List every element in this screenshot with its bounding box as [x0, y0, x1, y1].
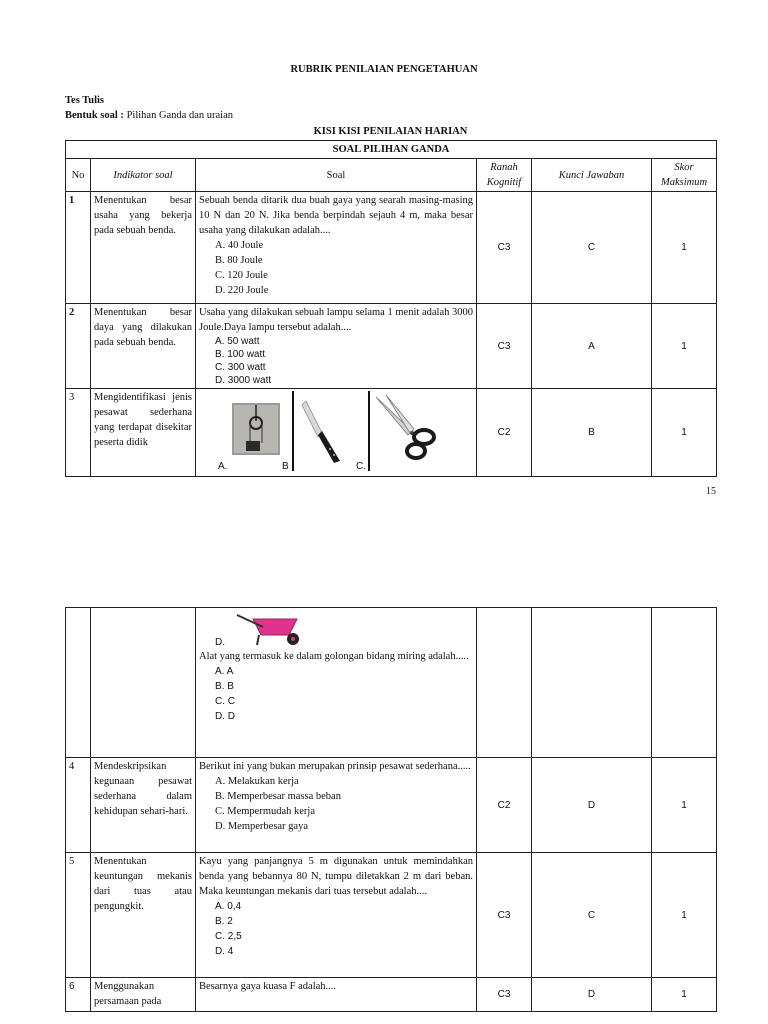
row-number: [66, 608, 91, 758]
ranah-cell: [477, 608, 532, 758]
col-ranah: [477, 159, 532, 192]
kunci-cell: C: [532, 853, 652, 978]
image-label-c: C.: [356, 461, 366, 472]
indikator-cell: [91, 608, 196, 758]
question-text: Kayu yang panjangnya 5 m digunakan untuk memindahkan benda yang bebannya 80 N, tumpu diletakkan 2 m dari beban. Maka keuntungan mekanis dari tuas tersebut adalah....: [199, 856, 473, 897]
test-type: [65, 95, 104, 106]
indikator-cell: Menggunakan persamaan pada: [91, 978, 196, 1012]
image-divider: [368, 391, 370, 471]
indikator-cell: Mendeskripsikan kegunaan pesawat sederhana dalam kehidupan sehari-hari.: [91, 758, 196, 853]
option-c: C. C: [215, 696, 235, 707]
option-a: A. 50 watt: [215, 336, 260, 347]
table-row: [66, 608, 717, 758]
question-form: [65, 110, 233, 121]
wheelbarrow-image: [235, 613, 307, 647]
question-cell: [196, 978, 477, 1012]
option-c: C. 300 watt: [215, 362, 266, 373]
scissors-image: [372, 393, 442, 463]
question-cell: [196, 758, 477, 853]
skor-cell: 1: [652, 853, 717, 978]
image-divider: [292, 391, 294, 471]
ranah-cell: C3: [477, 192, 532, 304]
ranah-cell: C2: [477, 758, 532, 853]
col-indikator: Indikator soal: [91, 159, 196, 192]
row-number: 1: [66, 192, 91, 304]
page-number: 15: [706, 486, 716, 497]
skor-cell: 1: [652, 758, 717, 853]
tool-images: [196, 389, 476, 473]
table-row: [66, 978, 717, 1012]
question-cell: [196, 192, 477, 304]
table-row: [66, 304, 717, 389]
ranah-cell: C3: [477, 978, 532, 1012]
skor-cell: [652, 608, 717, 758]
col-skor-1: Skor: [674, 162, 694, 173]
skor-cell: 1: [652, 389, 717, 477]
kunci-cell: A: [532, 304, 652, 389]
col-kunci: Kunci Jawaban: [532, 159, 652, 192]
question-cell: [196, 389, 477, 477]
option-c: C. 120 Joule: [215, 270, 268, 281]
option-b: B. 100 watt: [215, 349, 266, 360]
image-label-b: B: [282, 461, 289, 472]
option-a: A. 40 Joule: [215, 240, 264, 251]
table-row: [66, 758, 717, 853]
kunci-cell: C: [532, 192, 652, 304]
kisi-title: KISI KISI PENILAIAN HARIAN: [313, 126, 468, 137]
section-title: SOAL PILIHAN GANDA: [66, 141, 717, 159]
knife-image: [300, 399, 344, 465]
question-cell: [196, 304, 477, 389]
question-cell: [196, 853, 477, 978]
option-d: D. Memperbesar gaya: [215, 821, 309, 832]
option-b: B. Memperbesar massa beban: [215, 791, 341, 802]
question-text: Usaha yang dilakukan sebuah lampu selama 1 menit adalah 3000 Joule.Daya lampu tersebut adalah....: [199, 307, 473, 333]
page-title: RUBRIK PENILAIAN PENGETAHUAN: [290, 64, 478, 75]
test-type-label: Tes Tulis: [65, 95, 105, 106]
question-form-value: Pilihan Ganda dan uraian: [126, 110, 233, 121]
option-c: C. Mempermudah kerja: [215, 806, 316, 817]
option-d: D. 4: [215, 946, 234, 957]
skor-cell: 1: [652, 192, 717, 304]
question-form-label: Bentuk soal :: [65, 110, 124, 121]
option-d: D. 3000 watt: [215, 375, 272, 386]
ranah-cell: C2: [477, 389, 532, 477]
table-row: [66, 853, 717, 978]
option-a: A. A: [215, 666, 234, 677]
row-number: 4: [66, 758, 91, 853]
indikator-cell: Menentukan besar daya yang dilakukan pada sebuah benda.: [91, 304, 196, 389]
header-row: [66, 159, 717, 192]
ranah-cell: C3: [477, 304, 532, 389]
question-text: Sebuah benda ditarik dua buah gaya yang searah masing-masing 10 N dan 20 N. Jika benda berpindah sejauh 4 m, maka besar usaha yang dilakukan adalah....: [199, 195, 473, 236]
table-row: [66, 192, 717, 304]
indikator-cell: Mengidentifikasi jenis pesawat sederhana yang terdapat disekitar peserta didik: [91, 389, 196, 477]
col-skor-2: Maksimum: [660, 177, 708, 188]
kunci-cell: D: [532, 758, 652, 853]
kunci-cell: [532, 608, 652, 758]
option-d: D. D: [215, 711, 235, 722]
option-c: C. 2,5: [215, 931, 242, 942]
col-soal: Soal: [196, 159, 477, 192]
kunci-cell: D: [532, 978, 652, 1012]
kunci-cell: B: [532, 389, 652, 477]
option-a: A. 0,4: [215, 901, 242, 912]
row-number: 6: [66, 978, 91, 1012]
pulley-image: [232, 403, 280, 455]
question-cell: [196, 608, 477, 758]
image-label-a: A.: [218, 461, 228, 472]
option-d: D. 220 Joule: [215, 285, 269, 296]
col-no: No: [66, 159, 91, 192]
image-label-d: D.: [215, 637, 225, 648]
indikator-cell: Menentukan besar usaha yang bekerja pada sebuah benda.: [91, 192, 196, 304]
wheelbarrow-area: [199, 609, 473, 649]
col-skor: [652, 159, 717, 192]
row-number: 3: [66, 389, 91, 477]
table-row: [66, 389, 717, 477]
option-b: B. 80 Joule: [215, 255, 263, 266]
skor-cell: 1: [652, 304, 717, 389]
col-ranah-1: Ranah: [490, 162, 518, 173]
skor-cell: 1: [652, 978, 717, 1012]
question-text: Alat yang termasuk ke dalam golongan bidang miring adalah.....: [199, 651, 469, 662]
question-text: Berikut ini yang bukan merupakan prinsip pesawat sederhana.....: [199, 761, 471, 772]
option-b: B. 2: [215, 916, 233, 927]
indikator-cell: Menentukan keuntungan mekanis dari tuas atau pengungkit.: [91, 853, 196, 978]
grid-table-page-2: [65, 607, 717, 1012]
col-ranah-2: Kognitif: [486, 177, 522, 188]
option-a: A. Melakukan kerja: [215, 776, 299, 787]
grid-table-page-1: [65, 140, 717, 477]
question-text: Besarnya gaya kuasa F adalah....: [199, 981, 337, 992]
row-number: 2: [66, 304, 91, 389]
row-number: 5: [66, 853, 91, 978]
ranah-cell: C3: [477, 853, 532, 978]
option-b: B. B: [215, 681, 234, 692]
